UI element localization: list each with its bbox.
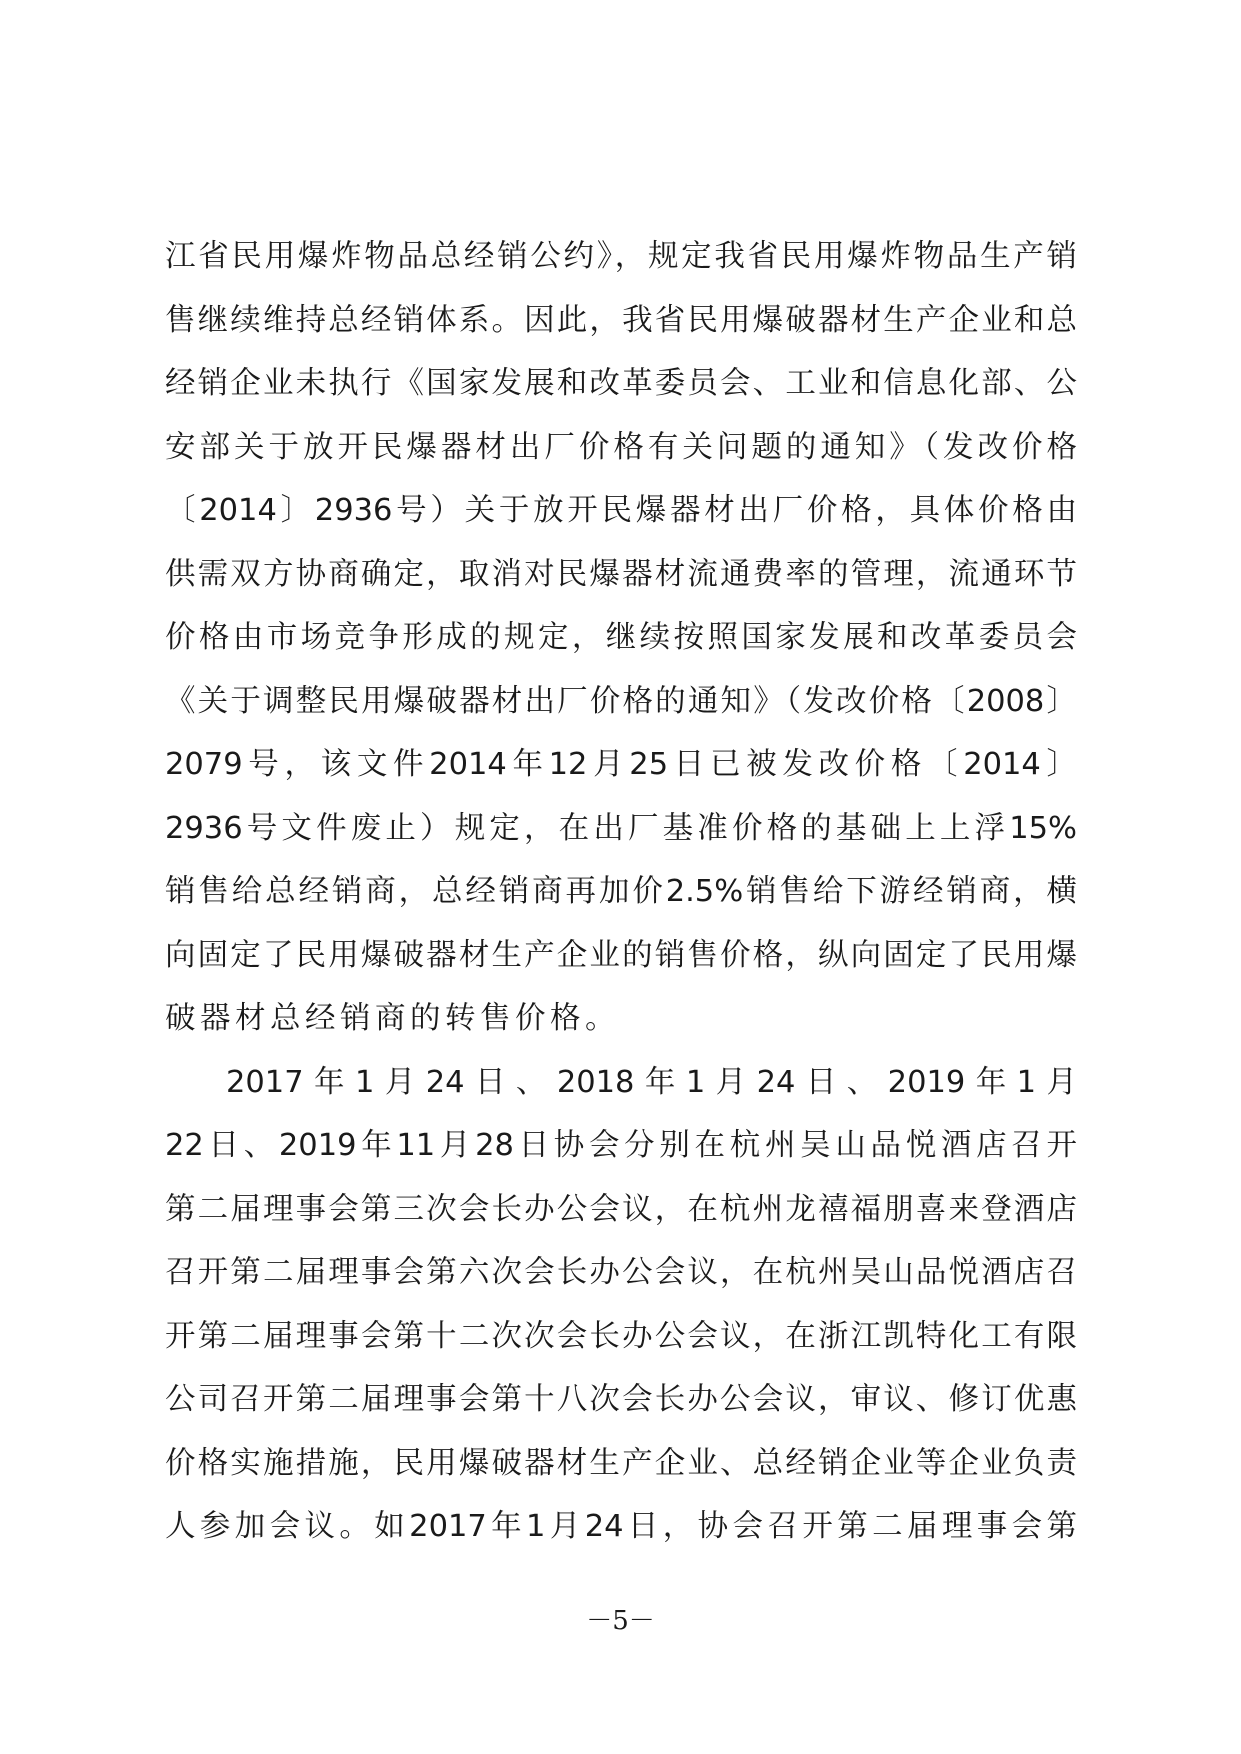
text-line: 〔2014〕2936号）关于放开民爆器材出厂价格，具体价格由 xyxy=(165,493,1077,528)
text-line: 2017年1月24日、2018年1月24日、2019年1月 xyxy=(226,1064,1077,1100)
text-line: 售继续维持总经销体系。因此，我省民用爆破器材生产企业和总 xyxy=(165,302,1077,338)
text-line: 2079号，该文件2014年12月25日已被发改价格〔2014〕 xyxy=(165,747,1077,782)
text-line: 22日、2019年11月28日协会分别在杭州吴山品悦酒店召开 xyxy=(165,1128,1077,1163)
text-line: 价格实施措施，民用爆破器材生产企业、总经销企业等企业负责 xyxy=(165,1445,1077,1481)
body-text xyxy=(165,225,1077,1559)
text-line: 价格由市场竞争形成的规定，继续按照国家发展和改革委员会 xyxy=(165,620,1077,655)
text-line: 2936号文件废止）规定，在出厂基准价格的基础上上浮15% xyxy=(165,810,1077,846)
text-line: 向固定了民用爆破器材生产企业的销售价格，纵向固定了民用爆 xyxy=(165,937,1077,973)
text-line: 召开第二届理事会第六次会长办公会议，在杭州吴山品悦酒店召 xyxy=(165,1255,1077,1290)
paragraph-1 xyxy=(165,225,1077,1051)
text-line: 公司召开第二届理事会第十八次会长办公会议，审议、修订优惠 xyxy=(165,1382,1077,1417)
text-line: 第二届理事会第三次会长办公会议，在杭州龙禧福朋喜来登酒店 xyxy=(165,1191,1077,1227)
text-line: 《关于调整民用爆破器材出厂价格的通知》（发改价格〔2008〕 xyxy=(165,683,1077,719)
text-line: 人参加会议。如2017年1月24日，协会召开第二届理事会第 xyxy=(165,1509,1077,1544)
text-line: 经销企业未执行《国家发展和改革委员会、工业和信息化部、公 xyxy=(165,366,1077,401)
text-line: 破器材总经销商的转售价格。 xyxy=(165,1001,620,1036)
text-line: 江省民用爆炸物品总经销公约》，规定我省民用爆炸物品生产销 xyxy=(165,239,1077,274)
text-line: 销售给总经销商，总经销商再加价2.5%销售给下游经销商，横 xyxy=(165,874,1077,909)
text-line: 安部关于放开民爆器材出厂价格有关问题的通知》（发改价格 xyxy=(165,429,1077,465)
text-line: 开第二届理事会第十二次次会长办公会议，在浙江凯特化工有限 xyxy=(165,1318,1077,1354)
page-number: －5－ xyxy=(586,1606,655,1636)
text-line: 供需双方协商确定，取消对民爆器材流通费率的管理，流通环节 xyxy=(165,556,1077,592)
paragraph-2 xyxy=(165,1051,1077,1559)
